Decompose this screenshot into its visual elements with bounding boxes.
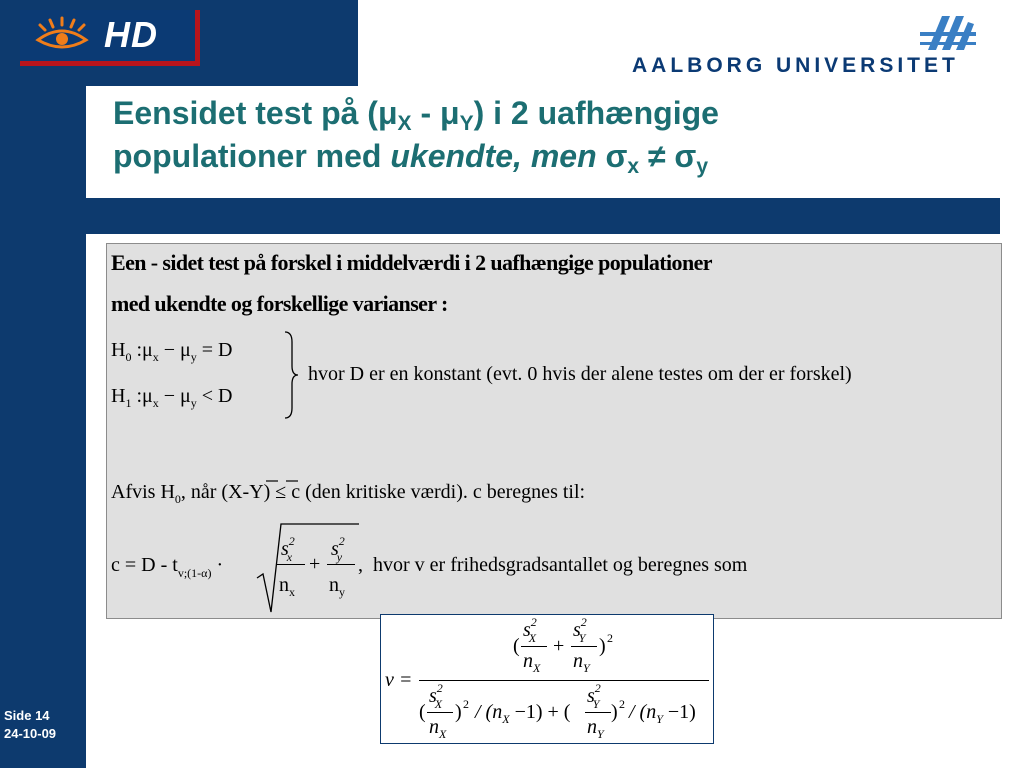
- plus-sign: +: [309, 553, 321, 575]
- overbar-icons: [265, 478, 301, 484]
- c-formula-note: hvor v er frihedsgradsantallet og beregnes som: [373, 554, 748, 576]
- den-part-2: / $(n_Y -1)$: [629, 701, 696, 726]
- den-sY: $s^2_Y$: [587, 681, 601, 711]
- degrees-of-freedom-formula: v = ( $s^2_X$ $n_X$ + $s^2_Y$ $n_Y$ ) 2 ( $s^2_X$ $n_X$ ) 2 / $(n_X -1)$ + ( $s^2_Y$ $n_Y$ ) 2 / $(n_Y -1)$: [380, 614, 714, 744]
- fraction-bar: [327, 564, 355, 565]
- title-line-1: Eensidet test på $(\mu_X - \mu_Y)$ i 2 uafhængige: [113, 95, 719, 135]
- title-divider-bar: [86, 198, 1000, 234]
- sy-term: $s^2_y$: [331, 534, 345, 564]
- title-line-2: populationer med ukendte, men $\sigma_x \ne \sigma_y$: [113, 138, 708, 178]
- slide-number: Side 14: [4, 708, 50, 723]
- num-sY: $s^2_Y$: [573, 615, 587, 645]
- university-name: AALBORG UNIVERSITET: [632, 54, 959, 77]
- c-formula-lhs: $c = D - t_{v;(1-\alpha)}$ ·: [111, 554, 224, 580]
- hypothesis-h0: $H_0$ $:\mu_x - \mu_y = D$: [111, 339, 233, 364]
- den-sX: $s^2_X$: [429, 681, 443, 711]
- slide-title: [113, 92, 993, 178]
- left-sidebar-band: [0, 0, 86, 768]
- num-nX: $n_X$: [523, 650, 541, 675]
- brace-icon: [283, 330, 299, 420]
- den-part-1: / $(n_X -1)$ + (: [475, 701, 571, 726]
- main-fraction-bar: [419, 680, 709, 681]
- comma: ,: [358, 554, 363, 576]
- content-box: [106, 243, 1002, 619]
- hd-logo: [20, 10, 200, 66]
- den-nY: $n_Y$: [587, 716, 604, 741]
- box-heading-2: med ukendte og forskellige varianser :: [111, 291, 448, 316]
- fraction-bar: [277, 564, 305, 565]
- sx-term: $s^2_x$: [281, 534, 295, 564]
- hypothesis-note: hvor D er en konstant (evt. 0 hvis der alene testes om der er forskel): [308, 363, 852, 385]
- box-heading-1: Een - sidet test på forskel i middelværdi i 2 uafhængige populationer: [111, 250, 712, 275]
- nx-term: $n_x$: [279, 574, 295, 599]
- hd-logo-text: HD: [104, 14, 158, 55]
- reject-rule: Afvis $H_0$, når (X-Y) ≤ c (den kritiske værdi). c beregnes til:: [111, 481, 586, 506]
- slide-footer: [4, 707, 56, 743]
- num-nY: $n_Y$: [573, 650, 590, 675]
- den-nX: $n_X$: [429, 716, 447, 741]
- ny-term: $n_y$: [329, 574, 345, 599]
- slide-date: 24-10-09: [4, 726, 57, 741]
- hypothesis-h1: $H_1$ $:\mu_x - \mu_y < D$: [111, 385, 233, 410]
- university-logo-icon: [920, 10, 976, 54]
- v-label: v =: [385, 669, 413, 691]
- eye-icon: [32, 16, 94, 54]
- num-sX: $s^2_X$: [523, 615, 537, 645]
